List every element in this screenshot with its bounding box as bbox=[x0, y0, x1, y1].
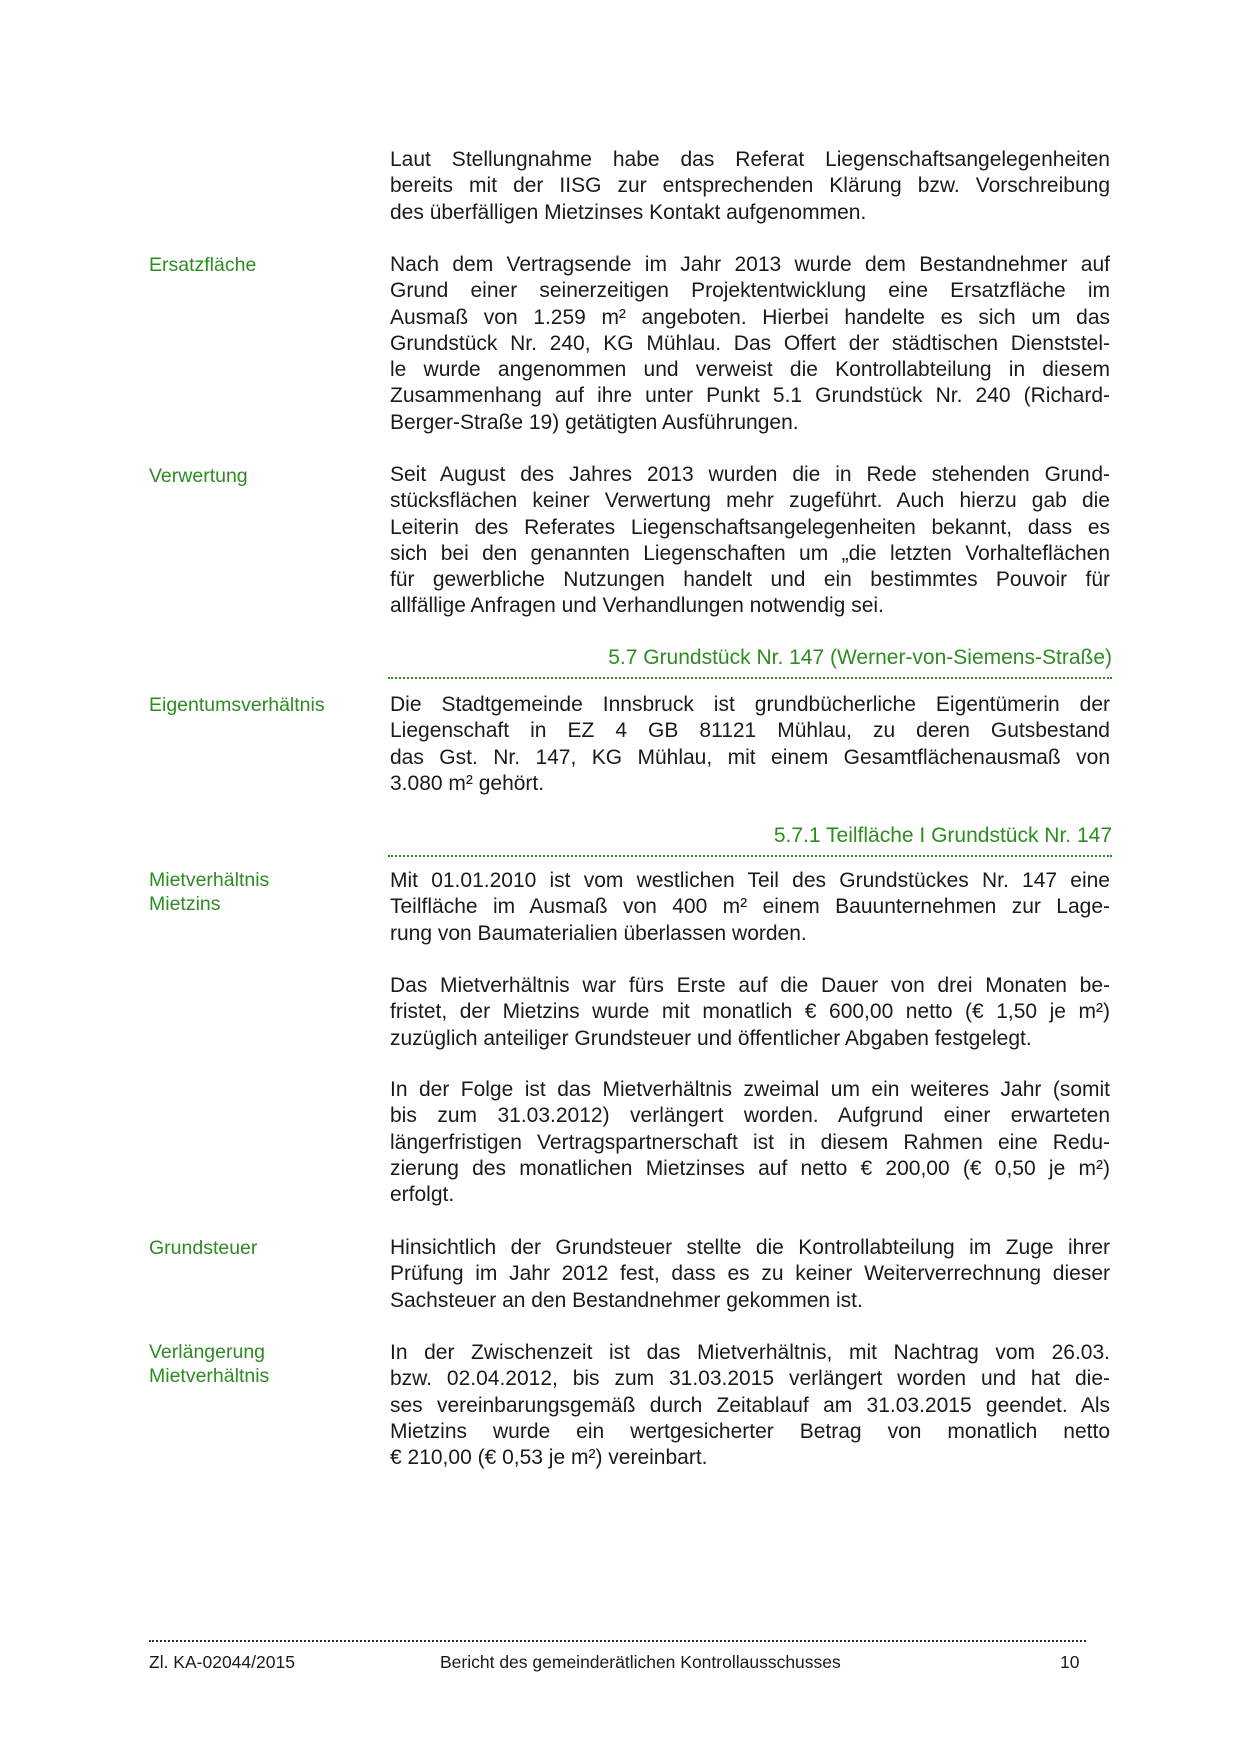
paragraph-befristung bbox=[390, 973, 1110, 1052]
text-line: des überfälligen Mietzinses Kontakt aufgenommen. bbox=[390, 200, 867, 224]
paragraph-verlaengerung-2015 bbox=[390, 1340, 1110, 1471]
footer-reference: Zl. KA-02044/2015 bbox=[149, 1652, 295, 1672]
text-line: Teilfläche im Ausmaß von 400 m² einem Bauunternehmen zur Lage- bbox=[390, 895, 1110, 919]
text-line: Hinsichtlich der Grundsteuer stellte die Kontrollabteilung im Zuge ihrer bbox=[390, 1236, 1110, 1259]
text-line: le wurde angenommen und verweist die Kontrollabteilung in diesem bbox=[390, 358, 1110, 382]
text-line: bis zum 31.03.2012) verlängert worden. Aufgrund einer erwarteten bbox=[390, 1104, 1110, 1128]
paragraph-grundsteuer bbox=[390, 1235, 1110, 1314]
margin-label-eigentumsverhaeltnis: Eigentumsverhältnis bbox=[149, 694, 325, 716]
text-line: Liegenschaft in EZ 4 GB 81121 Mühlau, zu deren Gutsbestand bbox=[390, 719, 1110, 743]
text-line: zuzüglich anteiliger Grundsteuer und öffentlicher Abgaben festgelegt. bbox=[390, 1026, 1032, 1050]
text-line: allfällige Anfragen und Verhandlungen notwendig sei. bbox=[390, 594, 884, 618]
section-heading-5-7-1: 5.7.1 Teilfläche I Grundstück Nr. 147 bbox=[388, 823, 1112, 857]
text-line: In der Zwischenzeit ist das Mietverhältnis, mit Nachtrag vom 26.03. bbox=[390, 1341, 1110, 1364]
margin-label-mietverhaeltnis-mietzins: Mietverhältnis Mietzins bbox=[149, 869, 270, 915]
text-line: rung von Baumaterialien überlassen worden. bbox=[390, 921, 807, 945]
text-line: 3.080 m² gehört. bbox=[390, 771, 545, 795]
text-line: Laut Stellungnahme habe das Referat Liegenschaftsangelegenheiten bbox=[390, 148, 1110, 171]
text-line: Ausmaß von 1.259 m² angeboten. Hierbei handelte es sich um das bbox=[390, 305, 1110, 329]
text-line: bzw. 02.04.2012, bis zum 31.03.2015 verlängert worden und hat die- bbox=[390, 1367, 1110, 1391]
text-line: bereits mit der IISG zur entsprechenden Klärung bzw. Vorschreibung bbox=[390, 174, 1110, 198]
text-line: Grundstück Nr. 240, KG Mühlau. Das Offert der städtischen Dienststel- bbox=[390, 331, 1110, 355]
text-line: Zusammenhang auf ihre unter Punkt 5.1 Grundstück Nr. 240 (Richard- bbox=[390, 384, 1110, 408]
text-line: das Gst. Nr. 147, KG Mühlau, mit einem Gesamtflächenausmaß von bbox=[390, 745, 1110, 769]
text-line: Das Mietverhältnis war fürs Erste auf die Dauer von drei Monaten be- bbox=[390, 974, 1110, 997]
text-line: ses vereinbarungsgemäß durch Zeitablauf am 31.03.2015 geendet. Als bbox=[390, 1393, 1110, 1417]
margin-label-verlaengerung-mietverhaeltnis: Verlängerung Mietverhältnis bbox=[149, 1341, 270, 1387]
text-line: stücksflächen keiner Verwertung mehr zugeführt. Auch hierzu gab die bbox=[390, 489, 1110, 513]
margin-label-verwertung: Verwertung bbox=[149, 465, 248, 487]
text-line: Nach dem Vertragsende im Jahr 2013 wurde dem Bestandnehmer auf bbox=[390, 253, 1110, 276]
footer-title: Bericht des gemeinderätlichen Kontrollausschusses bbox=[440, 1652, 841, 1672]
text-line: für gewerbliche Nutzungen handelt und ein bestimmtes Pouvoir für bbox=[390, 568, 1110, 592]
text-line: Grund einer seinerzeitigen Projektentwicklung eine Ersatzfläche im bbox=[390, 279, 1110, 303]
text-line: fristet, der Mietzins wurde mit monatlich € 600,00 netto (€ 1,50 je m²) bbox=[390, 1000, 1110, 1024]
text-line: erfolgt. bbox=[390, 1183, 455, 1207]
paragraph-mietverhaeltnis bbox=[390, 868, 1110, 947]
margin-label-ersatzflaeche: Ersatzfläche bbox=[149, 254, 257, 276]
text-line: In der Folge ist das Mietverhältnis zweimal um ein weiteres Jahr (somit bbox=[390, 1078, 1110, 1101]
text-line: Sachsteuer an den Bestandnehmer gekommen ist. bbox=[390, 1288, 863, 1312]
text-line: Die Stadtgemeinde Innsbruck ist grundbücherliche Eigentümerin der bbox=[390, 693, 1110, 716]
text-line: Mit 01.01.2010 ist vom westlichen Teil des Grundstückes Nr. 147 eine bbox=[390, 869, 1110, 892]
paragraph-ersatzflaeche bbox=[390, 252, 1110, 436]
text-line: Seit August des Jahres 2013 wurden die in Rede stehenden Grund- bbox=[390, 463, 1110, 486]
paragraph-stellungnahme bbox=[390, 147, 1110, 226]
text-line: € 210,00 (€ 0,53 je m²) vereinbart. bbox=[390, 1446, 708, 1470]
text-line: Berger-Straße 19) getätigten Ausführungen. bbox=[390, 410, 799, 434]
text-line: sich bei den genannten Liegenschaften um „die letzten Vorhalteflächen bbox=[390, 541, 1110, 565]
margin-label-grundsteuer: Grundsteuer bbox=[149, 1237, 258, 1259]
paragraph-verwertung bbox=[390, 462, 1110, 620]
text-line: Prüfung im Jahr 2012 fest, dass es zu keiner Weiterverrechnung dieser bbox=[390, 1262, 1110, 1286]
text-line: Leiterin des Referates Liegenschaftsangelegenheiten bekannt, dass es bbox=[390, 515, 1110, 539]
footer-page-number: 10 bbox=[1060, 1652, 1080, 1672]
paragraph-eigentum bbox=[390, 692, 1110, 797]
paragraph-verlaengerung-2012 bbox=[390, 1077, 1110, 1208]
text-line: zierung des monatlichen Mietzinses auf netto € 200,00 (€ 0,50 je m²) bbox=[390, 1156, 1110, 1180]
footer-divider bbox=[149, 1640, 1086, 1642]
section-heading-5-7: 5.7 Grundstück Nr. 147 (Werner-von-Siemens-Straße) bbox=[388, 645, 1112, 679]
text-line: längerfristigen Vertragspartnerschaft ist in diesem Rahmen eine Redu- bbox=[390, 1130, 1110, 1154]
text-line: Mietzins wurde ein wertgesicherter Betrag von monatlich netto bbox=[390, 1419, 1110, 1443]
